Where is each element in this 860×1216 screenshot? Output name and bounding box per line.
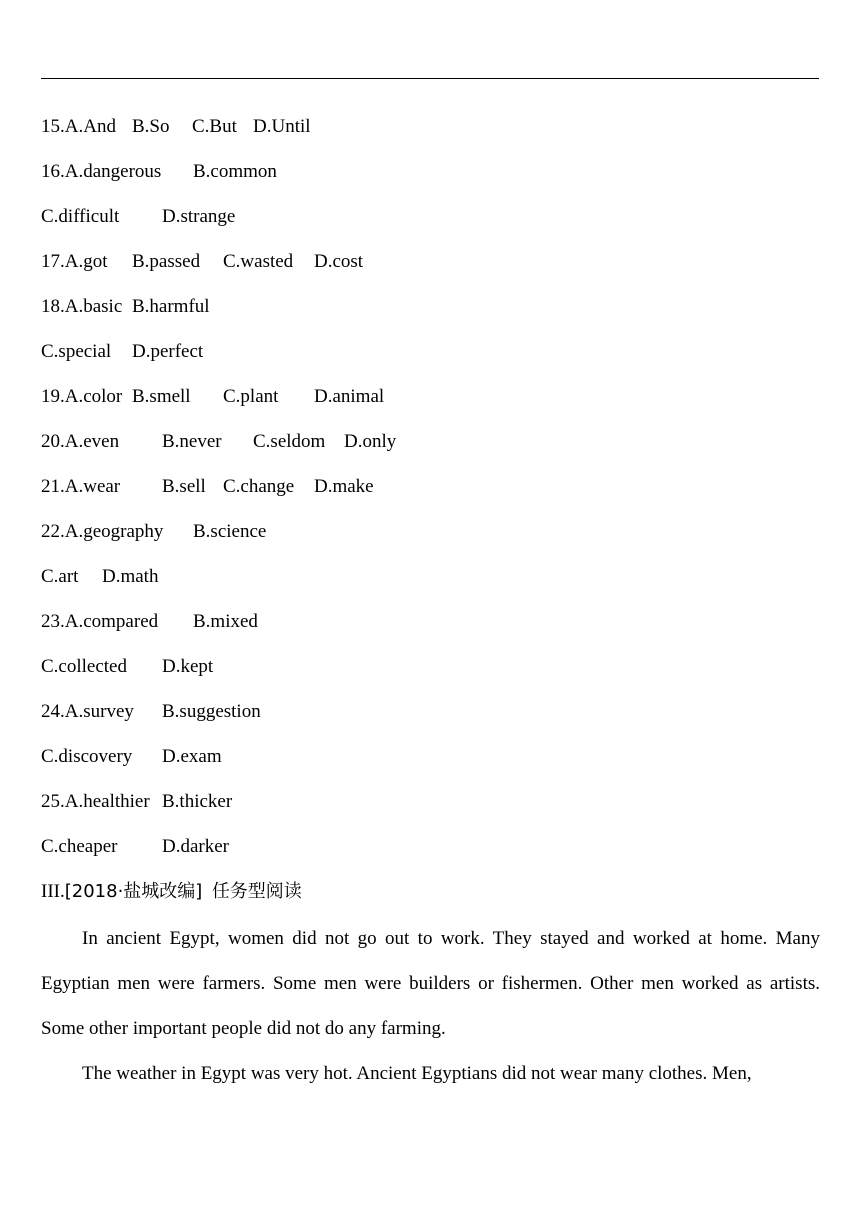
- option-b: B.smell: [132, 386, 191, 407]
- option-b: B.harmful: [132, 296, 210, 317]
- option-d: D.animal: [314, 386, 385, 407]
- question-number: 15.: [41, 116, 65, 137]
- header-rule: [41, 78, 819, 79]
- option-a: A.wear: [64, 476, 121, 497]
- option-b: B.common: [193, 161, 277, 182]
- question-number: 22.: [41, 521, 65, 542]
- option-c: C.discovery: [41, 746, 133, 767]
- option-b: B.never: [162, 431, 222, 452]
- option-a: A.color: [64, 386, 123, 407]
- option-b: B.science: [193, 521, 267, 542]
- option-b: B.thicker: [162, 791, 233, 812]
- question-number: 24.: [41, 701, 65, 722]
- option-c: C.cheaper: [41, 836, 118, 857]
- option-c: C.difficult: [41, 206, 120, 227]
- passage-paragraph-2: The weather in Egypt was very hot. Ancient Egyptians did not wear many clothes. Men,: [82, 1063, 752, 1084]
- option-b: B.mixed: [193, 611, 258, 632]
- option-c: C.But: [192, 116, 237, 137]
- option-c: C.special: [41, 341, 112, 362]
- option-b: B.So: [132, 116, 170, 137]
- question-number: 16.: [41, 161, 65, 182]
- option-b: B.passed: [132, 251, 201, 272]
- option-b: B.suggestion: [162, 701, 261, 722]
- option-c: C.art: [41, 566, 79, 587]
- section-number: III.: [41, 881, 65, 902]
- option-a: A.healthier: [64, 791, 150, 812]
- option-d: D.exam: [162, 746, 222, 767]
- option-d: D.math: [102, 566, 159, 587]
- option-c: C.plant: [223, 386, 279, 407]
- option-c: C.seldom: [253, 431, 326, 452]
- section-title: 任务型阅读: [211, 881, 302, 902]
- question-number: 19.: [41, 386, 65, 407]
- option-a: A.compared: [64, 611, 159, 632]
- option-b: B.sell: [162, 476, 206, 497]
- question-number: 18.: [41, 296, 65, 317]
- option-a: A.geography: [64, 521, 164, 542]
- passage-paragraph-1: In ancient Egypt, women did not go out to work. They stayed and worked at home. Many Egyptian men were farmers. Some men were builders or fishermen. Other men worked as artists. Some other important people did not do any farming.: [41, 928, 820, 1039]
- option-d: D.only: [344, 431, 397, 452]
- option-d: D.cost: [314, 251, 364, 272]
- question-number: 21.: [41, 476, 65, 497]
- option-c: C.wasted: [223, 251, 294, 272]
- option-a: A.basic: [64, 296, 123, 317]
- section-heading: [41, 880, 302, 904]
- question-number: 23.: [41, 611, 65, 632]
- option-a: A.survey: [64, 701, 134, 722]
- question-number: 25.: [41, 791, 65, 812]
- option-a: A.got: [64, 251, 108, 272]
- option-d: D.perfect: [132, 341, 204, 362]
- option-d: D.make: [314, 476, 374, 497]
- option-d: D.darker: [162, 836, 229, 857]
- option-d: D.strange: [162, 206, 236, 227]
- question-number: 20.: [41, 431, 65, 452]
- option-a: A.And: [64, 116, 116, 137]
- option-d: D.kept: [162, 656, 214, 677]
- option-c: C.collected: [41, 656, 127, 677]
- option-a: A.even: [64, 431, 120, 452]
- option-c: C.change: [223, 476, 295, 497]
- option-d: D.Until: [253, 116, 311, 137]
- section-source: [2018·盐城改编]: [64, 881, 203, 902]
- option-a: A.dangerous: [64, 161, 162, 182]
- question-number: 17.: [41, 251, 65, 272]
